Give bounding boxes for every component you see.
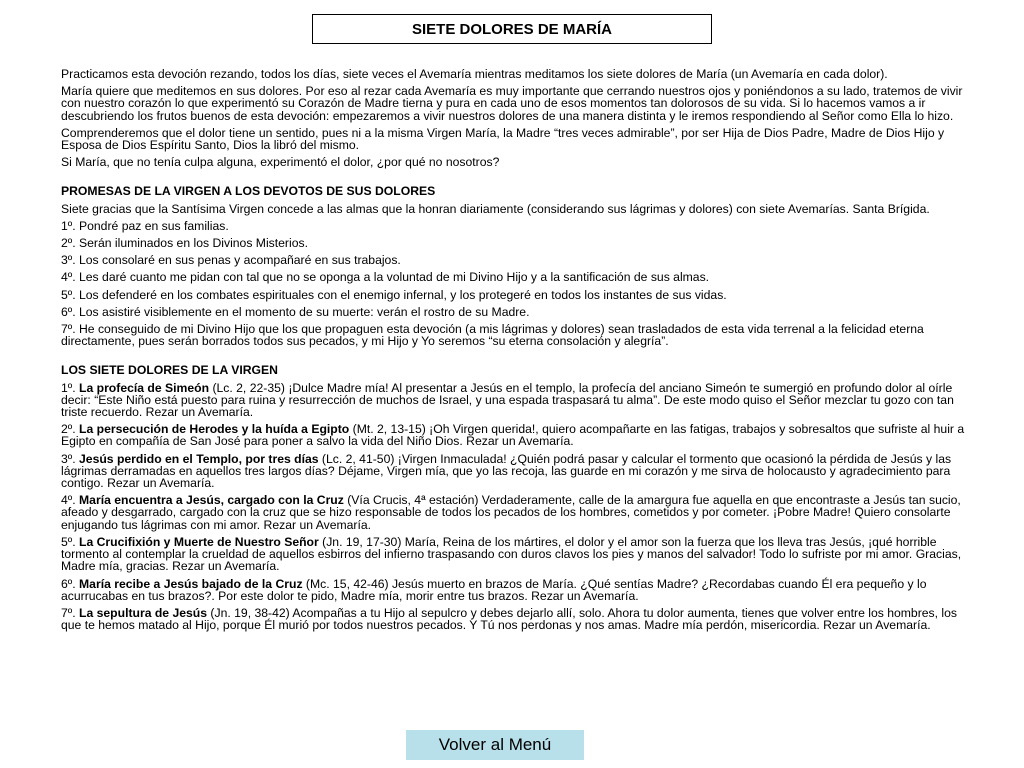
dolor-item: 6º. María recibe a Jesús bajado de la Cruz (Mc. 15, 42-46) Jesús muerto en brazos de María. ¿Qué sentías Madre? ¿Recordabas cuando Él era pequeño y lo acurrucabas en tus brazos?. Por este dolor te pido, Madre mía, morir entre tus brazos. Rezar un Avemaría.: [61, 576, 927, 603]
intro-paragraph: María quiere que meditemos en sus dolores. Por eso al rezar cada Avemaría es muy importante que cerrando nuestros ojos y poniéndonos a su lado, tratemos de vivir con nuestro corazón lo que experimentó su Corazón de Madre tierna y pura en cada uno de esos momentos tan dolorosos de su vida. Si lo hacemos vamos a ir descubriendo los frutos buenos de esta devoción: empezaremos a vivir nuestros dolores de una manera distinta y le iremos respondiendo al Señor como Ella lo hizo.: [61, 84, 963, 123]
promesa-item: 5º. Los defenderé en los combates espirituales con el enemigo infernal, y los protegeré en todos los instantes de sus vidas.: [61, 287, 727, 302]
intro-paragraph: Comprenderemos que el dolor tiene un sentido, pues ni a la misma Virgen María, la Madre “tres veces admirable”, por ser Hija de Dios Padre, Madre de Dios Hijo y Esposa de Dios Espíritu Santo, Dios la libró del mismo.: [61, 125, 945, 153]
dolor-item: 4º. María encuentra a Jesús, cargado con la Cruz (Vía Crucis, 4ª estación) Verdaderamente, calle de la amargura fue aquella en que encontraste a Jesús tan sucio, afeado y desgarrado, cargado con la cruz que se hizo responsable de todos los pecados de los hombres, cometidos y por cometer. ¡Pobre Madre! Quiero consolarte enjugando tus lágrimas con mi amor. Rezar un Avemaría.: [61, 493, 961, 532]
dolor-title: María recibe a Jesús bajado de la Cruz: [79, 576, 303, 591]
dolor-title: La profecía de Simeón: [79, 380, 210, 395]
promesas-heading: PROMESAS DE LA VIRGEN A LOS DEVOTOS DE SUS DOLORES: [61, 184, 436, 199]
dolor-item: 2º. La persecución de Herodes y la huída a Egipto (Mt. 2, 13-15) ¡Oh Virgen querida!, quiero acompañarte en las fatigas, trabajos y sobresaltos que sufriste al huir a Egipto en compañía de San José para poner a salvo la vida del Niño Dios. Rezar un Avemaría.: [61, 422, 965, 449]
document-body: [61, 68, 967, 636]
dolor-item: 3º. Jesús perdido en el Templo, por tres días (Lc. 2, 41-50) ¡Virgen Inmaculada! ¿Quién podrá pasar y calcular el tormento que ocasionó la pérdida de Jesús y las lágrimas derramadas en aquellos tres largos días? Déjame, Virgen mía, que yo las recoja, las guarde en mi corazón y me sirva de holocausto y agradecimiento para contigo. Rezar un Avemaría.: [61, 451, 952, 491]
dolor-item: 5º. La Crucifixión y Muerte de Nuestro Señor (Jn. 19, 17-30) María, Reina de los mártires, el dolor y el amor son la fuerza que los lleva tras Jesús, ¡qué horrible tormento al contemplar la crueldad de aquellos esbirros del infierno traspasando con duros clavos los pies y manos del salvador! Todo lo sufriste por mi amor. Gracias, Madre mía, gracias. Rezar un Avemaría.: [61, 534, 962, 574]
back-to-menu-button[interactable]: [406, 730, 584, 760]
promesa-item: 6º. Los asistiré visiblemente en el momento de su muerte: verán el rostro de su Madre.: [61, 304, 530, 319]
promesas-intro: Siete gracias que la Santísima Virgen concede a las almas que la honran diariamente (considerando sus lágrimas y dolores) con siete Avemarías. Santa Brígida.: [61, 201, 930, 216]
dolor-title: La Crucifixión y Muerte de Nuestro Señor: [79, 534, 319, 549]
dolor-item: 7º. La sepultura de Jesús (Jn. 19, 38-42) Acompañas a tu Hijo al sepulcro y debes dejarlo allí, solo. Ahora tu dolor aumenta, tienes que volver entre los hombres, los que te hemos matado al Hijo, porque Él murió por todos nuestros pecados. Y Tú nos perdonas y nos amas. Madre mía perdón, misericordia. Rezar un Avemaría.: [61, 605, 957, 633]
dolores-heading: LOS SIETE DOLORES DE LA VIRGEN: [61, 363, 278, 378]
promesa-item: 7º. He conseguido de mi Divino Hijo que los que propaguen esta devoción (a mis lágrimas y dolores) sean trasladados de esta vida terrenal a la felicidad eterna directamente, pues serán borrados todos sus pecados, y mi Hijo y Yo seremos “su eterna consolación y alegría”.: [61, 322, 924, 349]
promesa-item: 4º. Les daré cuanto me pidan con tal que no se oponga a la voluntad de mi Divino Hijo y a la santificación de sus almas.: [61, 270, 710, 285]
intro-paragraph: Si María, que no tenía culpa alguna, experimentó el dolor, ¿por qué no nosotros?: [61, 155, 500, 170]
back-to-menu-label: Volver al Menú: [438, 735, 552, 754]
dolor-title: María encuentra a Jesús, cargado con la Cruz: [79, 493, 344, 508]
dolor-title: Jesús perdido en el Templo, por tres días: [79, 451, 319, 466]
dolores-section: [61, 364, 967, 631]
promesas-section: [61, 185, 967, 347]
promesa-item: 2º. Serán iluminados en los Divinos Misterios.: [61, 236, 308, 251]
intro-paragraph: Practicamos esta devoción rezando, todos los días, siete veces el Avemaría mientras meditamos los siete dolores de María (un Avemaría en cada dolor).: [61, 67, 888, 81]
dolor-title: La sepultura de Jesús: [79, 605, 208, 620]
promesa-item: 3º. Los consolaré en sus penas y acompañaré en sus trabajos.: [61, 253, 401, 268]
intro-section: [61, 68, 967, 168]
dolor-item: 1º. La profecía de Simeón (Lc. 2, 22-35) ¡Dulce Madre mía! Al presentar a Jesús en el templo, la profecía del anciano Simeón te sumergió en profundo dolor al oírle decir: “Este Niño está puesto para ruina y resurrección de muchos de Israel, y una espada traspasará tu alma”. De este modo quiso el Señor mezclar tu gozo con tan triste recuerdo. Rezar un Avemaría.: [61, 380, 954, 420]
promesa-item: 1º. Pondré paz en sus familias.: [61, 218, 229, 233]
dolor-title: La persecución de Herodes y la huída a Egipto: [79, 422, 350, 437]
page-title-text: SIETE DOLORES DE MARÍA: [411, 20, 613, 38]
page-title: [312, 14, 712, 44]
